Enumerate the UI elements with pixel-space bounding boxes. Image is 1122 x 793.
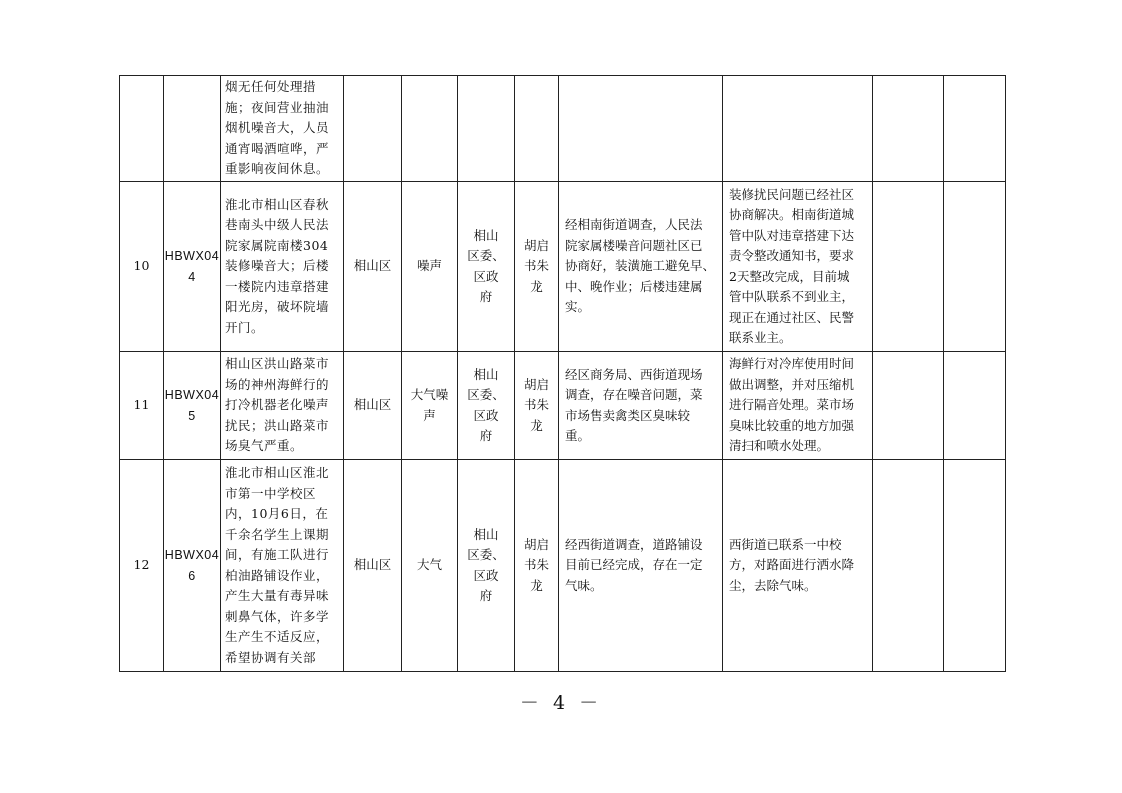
type-line: 大气 [416, 557, 442, 573]
code-line: HBWX04 [164, 388, 220, 402]
cell-code [164, 352, 221, 460]
cell-extra1 [873, 182, 944, 352]
complaint-line: 市第一中学校区 [225, 485, 317, 501]
cell-district [344, 76, 402, 182]
handling-line: 臭味比较重的地方加强 [729, 417, 855, 433]
cell-complaint [221, 460, 344, 672]
code-line: 4 [188, 269, 196, 284]
cell-complaint [221, 352, 344, 460]
leader-line: 胡启 [523, 536, 549, 552]
code-line: 5 [188, 408, 196, 423]
handling-line: 清扫和喷水处理。 [729, 438, 830, 454]
handling-line: 方，对路面进行洒水降 [729, 557, 855, 573]
investigation-line: 经区商务局、西街道现场 [565, 366, 703, 382]
investigation-line: 经西街道调查，道路铺设 [565, 536, 703, 552]
handling-line: 装修扰民问题已经社区 [729, 186, 855, 202]
investigation-line: 气味。 [565, 577, 603, 593]
cell-extra2 [944, 352, 1006, 460]
cell-code [164, 182, 221, 352]
cell-extra1 [873, 460, 944, 672]
complaint-line: 烟无任何处理措 [225, 79, 317, 95]
code-line: HBWX04 [164, 249, 220, 263]
investigation-line: 调查，存在噪音问题，菜 [565, 387, 703, 402]
handling-line: 进行隔音处理。菜市场 [729, 397, 855, 413]
cell-no [120, 76, 164, 182]
unit-line: 府 [479, 289, 493, 304]
investigation-line: 经相南街道调查，人民法 [565, 217, 703, 233]
complaint-line: 生产生不适反应， [225, 629, 330, 644]
investigation-line: 重。 [565, 428, 591, 443]
complaint-line: 通宵喝酒喧哗，严 [225, 140, 330, 156]
investigation-line: 目前已经完成，存在一定 [565, 557, 703, 573]
handling-line: 海鲜行对冷库使用时间 [729, 356, 855, 372]
complaint-line: 场臭气严重。 [225, 438, 304, 454]
unit-line: 区委、 [467, 387, 505, 402]
leader-line: 龙 [530, 577, 543, 593]
complaint-line: 巷南头中级人民法 [225, 217, 330, 233]
table-row [120, 182, 1006, 352]
leader-line: 胡启 [523, 376, 549, 392]
unit-line: 府 [479, 428, 493, 443]
cell-handling [723, 352, 873, 460]
cell-complaint [221, 76, 344, 182]
leader-line: 龙 [530, 278, 543, 294]
unit-line: 区委、 [467, 248, 505, 263]
unit-line: 府 [479, 588, 493, 603]
cell-extra1 [873, 76, 944, 182]
complaint-line: 千余名学生上课期 [225, 526, 330, 542]
leader-line: 书朱 [523, 557, 549, 573]
type-line: 噪声 [416, 258, 442, 274]
cell-district: 相山区 [344, 182, 402, 352]
complaint-line: 希望协调有关部 [225, 649, 317, 665]
handling-line: 管中队联系不到业主， [729, 289, 855, 304]
table-row [120, 352, 1006, 460]
complaint-line: 一楼院内违章搭建 [225, 278, 330, 294]
complaint-line: 产生大量有毒异味 [225, 588, 330, 603]
code-line: HBWX04 [164, 548, 220, 562]
handling-line: 协商解决。相南街道城 [729, 207, 855, 222]
handling-line: 尘，去除气味。 [729, 577, 817, 593]
cell-no: 12 [120, 460, 164, 672]
complaint-line: 院家属院南楼304 [225, 237, 329, 253]
cell-extra2 [944, 460, 1006, 672]
cell-district: 相山区 [344, 460, 402, 672]
complaint-line: 柏油路铺设作业， [225, 567, 330, 583]
table-row [120, 460, 1006, 672]
cell-no: 10 [120, 182, 164, 352]
complaint-line: 相山区洪山路菜市 [225, 356, 330, 372]
complaint-line: 装修噪音大；后楼 [225, 258, 330, 274]
unit-line: 区委、 [467, 547, 505, 562]
leader-line: 书朱 [523, 258, 549, 274]
complaint-line: 内，10月6日，在 [225, 506, 329, 521]
cell-investigation [559, 352, 723, 460]
type-line: 大气噪 [410, 387, 449, 402]
complaint-line: 开门。 [225, 319, 265, 335]
complaint-line: 阳光房，破坏院墙 [225, 299, 330, 315]
cell-type [402, 182, 458, 352]
cell-handling [723, 182, 873, 352]
complaint-line: 刺鼻气体，许多学 [225, 608, 330, 624]
cell-investigation [559, 76, 723, 182]
cell-code [164, 460, 221, 672]
cell-unit [458, 76, 515, 182]
handling-line: 责令整改通知书，要求 [729, 248, 855, 263]
cell-extra1 [873, 352, 944, 460]
investigation-line: 协商好，装潢施工避免早、 [565, 258, 716, 274]
cell-type [402, 460, 458, 672]
cell-investigation [559, 182, 723, 352]
handling-line: 管中队对违章搭建下达 [729, 227, 855, 243]
cell-type [402, 352, 458, 460]
cell-leader [515, 76, 559, 182]
cell-unit [458, 352, 515, 460]
investigation-line: 市场售卖禽类区臭味较 [565, 407, 691, 423]
leader-line: 龙 [530, 417, 543, 433]
code-line: 6 [188, 568, 196, 583]
cell-unit [458, 182, 515, 352]
complaint-line: 施；夜间营业抽油 [225, 99, 330, 115]
complaint-line: 间，有施工队进行 [225, 547, 330, 562]
cell-leader [515, 182, 559, 352]
cell-investigation [559, 460, 723, 672]
cell-district: 相山区 [344, 352, 402, 460]
unit-line: 区政 [473, 567, 499, 583]
complaint-line: 淮北市相山区春秋 [225, 196, 330, 212]
unit-line: 相山 [473, 227, 499, 243]
leader-line: 书朱 [523, 397, 549, 413]
investigation-line: 实。 [565, 299, 591, 315]
complaint-line: 烟机噪音大，人员 [225, 120, 330, 136]
complaint-line: 打冷机器老化噪声 [225, 397, 330, 413]
investigation-line: 院家属楼噪音问题社区已 [565, 237, 703, 253]
cell-complaint [221, 182, 344, 352]
cell-extra2 [944, 182, 1006, 352]
cell-extra2 [944, 76, 1006, 182]
cell-handling [723, 460, 873, 672]
cell-type [402, 76, 458, 182]
table-row [120, 76, 1006, 182]
cell-unit [458, 460, 515, 672]
handling-line: 2天整改完成，目前城 [729, 268, 850, 284]
investigation-line: 中、晚作业；后楼违建属 [565, 278, 703, 294]
handling-line: 西街道已联系一中校 [729, 536, 842, 552]
complaint-line: 扰民；洪山路菜市 [225, 417, 330, 433]
unit-line: 区政 [473, 268, 499, 284]
complaint-line: 淮北市相山区淮北 [225, 465, 330, 480]
cell-no: 11 [120, 352, 164, 460]
page-number: － 4 － [519, 692, 603, 714]
cell-handling [723, 76, 873, 182]
cell-leader [515, 460, 559, 672]
handling-line: 做出调整，并对压缩机 [729, 376, 855, 392]
unit-line: 区政 [473, 407, 499, 423]
complaint-line: 重影响夜间休息。 [225, 161, 330, 177]
handling-line: 联系业主。 [729, 330, 792, 345]
complaint-table [119, 75, 1006, 672]
cell-code [164, 76, 221, 182]
complaint-line: 场的神州海鲜行的 [225, 376, 330, 392]
unit-line: 相山 [473, 366, 499, 382]
handling-line: 现正在通过社区、民警 [729, 309, 855, 325]
type-line: 声 [423, 407, 436, 423]
cell-leader [515, 352, 559, 460]
unit-line: 相山 [473, 526, 499, 542]
leader-line: 胡启 [523, 237, 549, 253]
